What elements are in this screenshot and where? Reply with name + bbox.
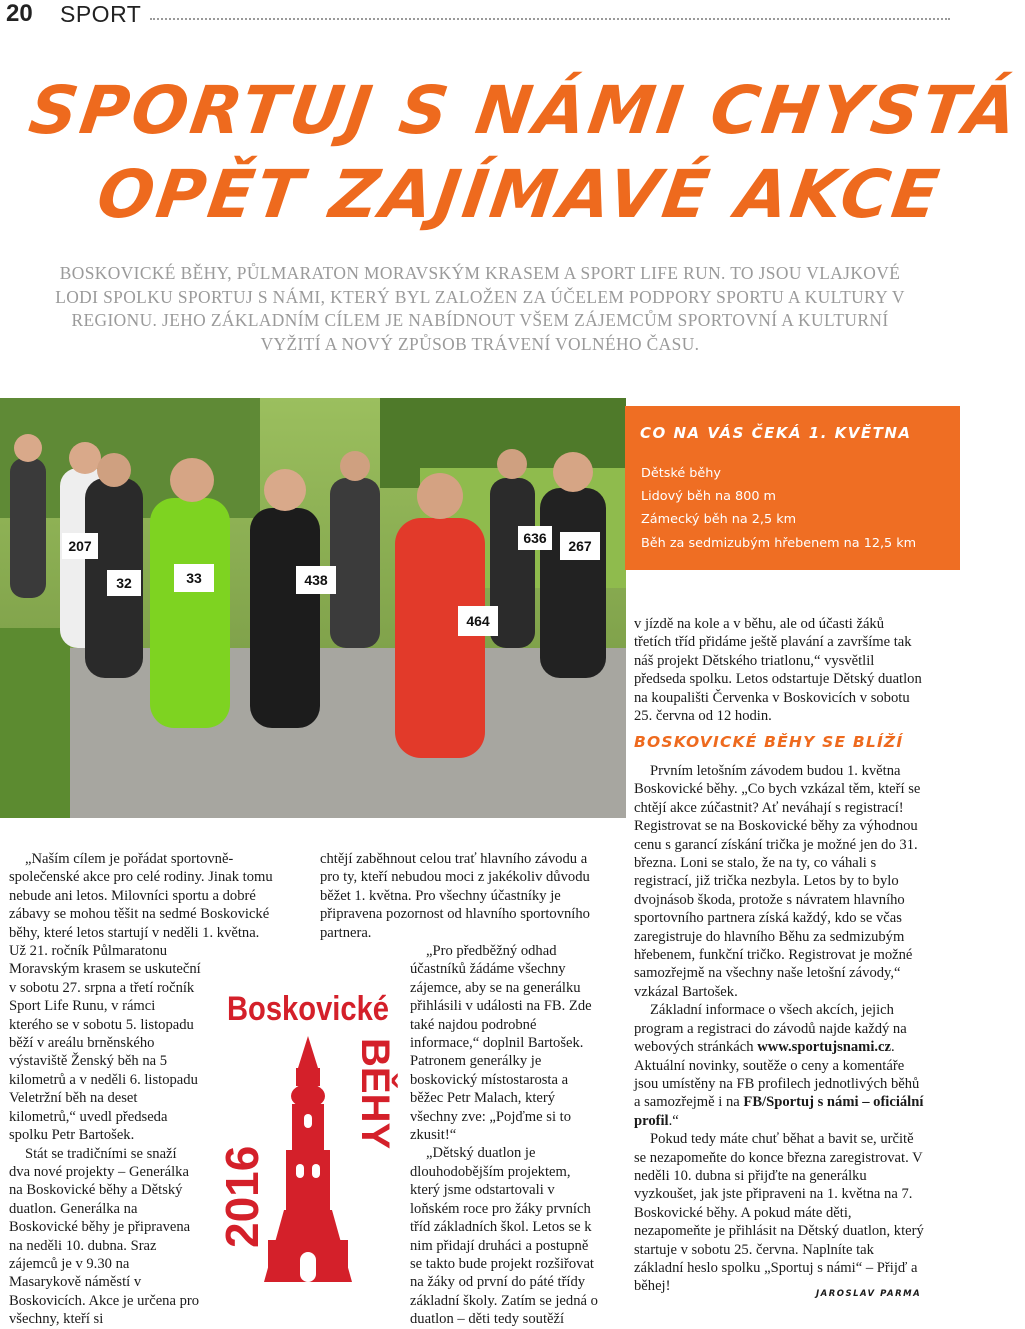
article-column-right: [634, 762, 924, 1296]
paragraph: „Pro předběžný odhad účastníků žádáme všechny zájemce, aby se na generálku přihlásili v události na FB. Zde také najdou podrobné informace,“ doplnil Bartošek. Patronem generálky je boskovický místostarosta a běžec Petr Malach, který všechny zve: „Pojďme si to zkusit!“: [410, 943, 592, 1144]
bib-33: 33: [186, 570, 202, 586]
logo-word-behy: BĚHY: [353, 1038, 397, 1150]
bib-32: 32: [116, 575, 132, 591]
text-span: Základní informace o všech akcích, jejich program a registraci do závodů najde každý na webových stránkách: [634, 1002, 907, 1056]
paragraph: Už 21. ročník Půlmaratonu Moravským krasem se uskuteční v sobotu 27. srpna a třetí ročník Sport Life Runu, v rámci kterého se v sobotu 5. listopadu běží v areálu brněnského výstaviště Ženský běh na 5 kilometrů a v neděli 6. listopadu Veletržní běh na deset kilometrů,“ uvedl předseda spolku Petr Bartošek.: [9, 943, 201, 1144]
section-name: SPORT: [60, 1, 142, 27]
paragraph: [634, 1001, 924, 1130]
bib-267: 267: [568, 538, 592, 554]
events-list-item: Zámecký běh na 2,5 km: [641, 512, 797, 528]
text-span: .“: [668, 1112, 679, 1129]
article-column-right-top: [634, 615, 924, 725]
events-box-title: CO NA VÁS ČEKÁ 1. KVĚTNA: [640, 424, 912, 442]
headline-line-2: OPĚT ZAJÍMAVÉ AKCE: [92, 156, 947, 233]
author-byline: JAROSLAV PARMA: [816, 1289, 922, 1299]
paragraph: Prvním letošním závodem budou 1. května Boskovické běhy. „Co bych vzkázal těm, kteří se chtějí akce zúčastnit? Ať neváhají s registrací! Registrovat se na Boskovické běhy za výhodnou cenu s garancí získání trička je možné jen do 31. března. Loni se stalo, že na ty, co váhali s registrací, již trička nezbyla. Letos by to bylo dvojnásob škoda, protože s návratem hlavního sportovního partnera získá každý, kdo se včas zaregistruje do hlavního Běhu za sedmizubým hřebenem, funkční tričko. Registrovat je možné samozřejmě na všechny naše letošní závody,“ vzkázal Bartošek.: [634, 763, 921, 1000]
logo-word-boskovicke: Boskovické: [227, 990, 389, 1028]
lead-paragraph: BOSKOVICKÉ BĚHY, PŮLMARATON MORAVSKÝM KRASEM A SPORT LIFE RUN. TO JSOU VLAJKOVÉ LODI SPOLKU SPORTUJ S NÁMI, KTERÝ BYL ZALOŽEN ZA ÚČELEM PODPORY SPORTU A KULTURY V REGIONU. JEHO ZÁKLADNÍM CÍLEM JE NABÍDNOUT VŠEM ZÁJEMCŮM SPORTOVNÍ A KULTURNÍ VYŽITÍ A NOVÝ ZPŮSOB TRÁVENÍ VOLNÉHO ČASU.: [55, 263, 905, 354]
bib-464: 464: [466, 613, 490, 629]
paragraph: Pokud tedy máte chuť běhat a bavit se, určitě se nezapomeňte do konce března zaregistrovat. V neděli 10. dubna si přijďte na generálku vyzkoušet, jak jste připraveni na 1. května na 7. Boskovické běhy. A pokud máte děti, nezapomeňte je přihlásit na Dětský duatlon, který startuje v sobotu 25. června. Naplníte tak základní heslo spolku „Sportuj s námi“ – Přijď a běhej!: [634, 1131, 924, 1295]
page-number: 20: [6, 0, 33, 27]
headline-line-1: SPORTUJ S NÁMI CHYSTÁ: [24, 72, 1025, 149]
bib-636: 636: [523, 530, 547, 546]
tower-icon: [264, 1036, 352, 1282]
events-list-item: Běh za sedmizubým hřebenem na 12,5 km: [641, 535, 917, 551]
events-list-item: Dětské běhy: [641, 466, 721, 481]
runners-photo: [0, 398, 626, 818]
bib-207: 207: [68, 538, 92, 554]
events-box: [625, 406, 960, 570]
subheading: BOSKOVICKÉ BĚHY SE BLÍŽÍ: [634, 733, 904, 751]
logo-year: 2016: [216, 1145, 268, 1248]
text-span: . Aktuální novinky, soutěže o ceny a komentáře jsou umístěny na FB profilech jednotlivých běhů a samozřejmě i na: [634, 1039, 920, 1111]
paragraph: „Naším cílem je pořádat sportovně-společenské akce pro celé rodiny. Jinak tomu nebude ani letos. Milovníci sportu a dobré zábavy se mohou těšit na sedmé Boskovické běhy, které letos startují v neděli 1. května.: [9, 851, 273, 941]
paragraph: „Dětský duatlon je dlouhodobějším projektem, který jsme odstartovali v loňském roce pro žáky prvních tříd základních škol. Letos se k nim přidají druháci a postupně se takto bude projekt rozšiřovat na žáky od první do páté třídy základní školy. Zatím se jedná o duatlon – děti tedy soutěží: [410, 1145, 598, 1328]
article-column-middle-lower: [410, 942, 600, 1329]
boskovicke-behy-logo: [216, 978, 397, 1282]
paragraph: chtějí zaběhnout celou trať hlavního závodu a pro ty, kteří nebudou moci z jakékoliv důvodu běžet 1. května. Pro všechny účastníky je připravena pozornost od hlavního sportovního partnera.: [320, 851, 590, 941]
events-list-item: Lidový běh na 800 m: [641, 489, 777, 505]
facebook-profile: FB/Sportuj s námi – oficiální profil: [634, 1094, 924, 1129]
article-column-middle: [320, 850, 595, 942]
header-rule: [150, 18, 950, 20]
bib-438: 438: [304, 572, 328, 588]
paragraph: Stát se tradičními se snaží dva nové projekty – Generálka na Boskovické běhy a Dětský duatlon. Generálka na Boskovické běhy je připravena na neděli 10. dubna. Sraz zájemců je v 9.30 na Masarykově náměstí v Boskovicích. Akce je určena pro všechny, kteří si: [9, 1145, 200, 1328]
website-url: www.sportujsnami.cz: [757, 1039, 891, 1056]
events-list: [641, 462, 916, 555]
paragraph: v jízdě na kole a v běhu, ale od účasti žáků třetích tříd přidáme ještě plavání a završíme tak náš projekt Dětského triatlonu,“ vysvětlil předseda spolku. Letos odstartuje Dětský duatlon na koupališti Červenka v Boskovicích v sobotu 25. června od 12 hodin.: [634, 616, 922, 725]
